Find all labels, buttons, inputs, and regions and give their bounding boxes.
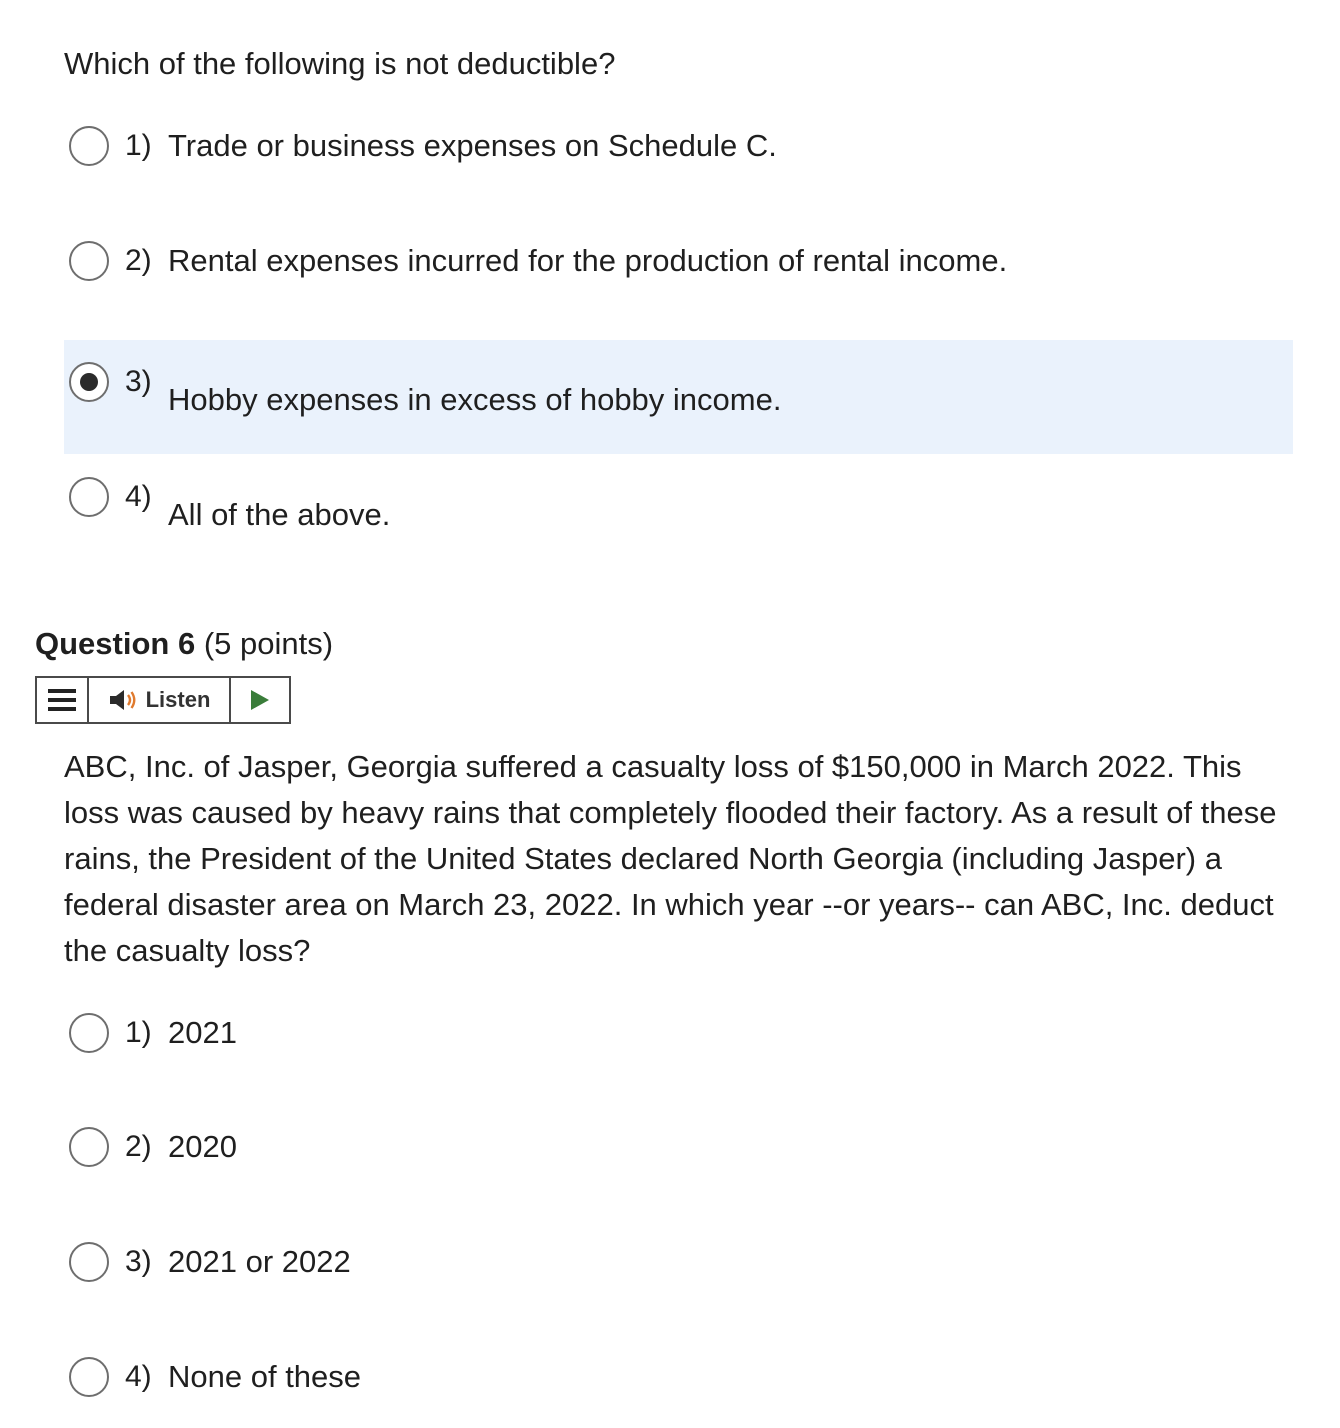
- q5-option-3[interactable]: [64, 340, 1293, 454]
- question-6-body: ABC, Inc. of Jasper, Georgia suffered a casualty loss of $150,000 in March 2022. This loss was caused by heavy rains that completely flooded their factory. As a result of these rains, the President of the United States declared North Georgia (including Jasper) a federal disaster area on March 23, 2022. In which year --or years-- can ABC, Inc. deduct the casualty loss?: [64, 749, 1277, 968]
- play-icon: [250, 689, 270, 711]
- q6-option-4-radio[interactable]: [69, 1357, 109, 1397]
- q5-option-3-radio[interactable]: [69, 362, 109, 402]
- q6-option-2-label[interactable]: 2020: [168, 1129, 237, 1164]
- q5-option-3-label[interactable]: Hobby expenses in excess of hobby income.: [168, 382, 782, 417]
- q5-option-2[interactable]: [64, 219, 1293, 333]
- q6-option-1-label[interactable]: 2021: [168, 1015, 237, 1050]
- q6-option-2[interactable]: [64, 1105, 1293, 1219]
- q6-option-4-number: 4): [125, 1360, 152, 1393]
- q5-option-2-radio[interactable]: [69, 241, 109, 281]
- q5-option-2-number: 2): [125, 244, 152, 277]
- q5-option-4-radio[interactable]: [69, 477, 109, 517]
- q6-option-3[interactable]: [64, 1220, 1293, 1334]
- radio-dot-icon: [80, 373, 98, 391]
- listen-label: Listen: [145, 687, 211, 712]
- q5-option-1-number: 1): [125, 129, 152, 162]
- q6-option-1-number: 1): [125, 1016, 152, 1049]
- q5-option-1[interactable]: [64, 104, 1293, 218]
- q5-option-2-label[interactable]: Rental expenses incurred for the production of rental income.: [168, 243, 1008, 278]
- q6-option-3-radio[interactable]: [69, 1242, 109, 1282]
- listen-button[interactable]: [89, 678, 231, 722]
- toolbar-menu-button[interactable]: [37, 678, 89, 722]
- q6-option-1-radio[interactable]: [69, 1013, 109, 1053]
- play-button[interactable]: [231, 678, 289, 722]
- question-6-points: (5 points): [203, 626, 334, 661]
- menu-icon: [48, 689, 76, 711]
- q6-option-2-radio[interactable]: [69, 1127, 109, 1167]
- question-6-title: Question 6: [35, 626, 196, 661]
- question-6-header: [35, 624, 333, 664]
- q5-option-1-radio[interactable]: [69, 126, 109, 166]
- q5-option-4-label[interactable]: All of the above.: [168, 497, 391, 532]
- q5-option-3-number: 3): [125, 365, 152, 398]
- speaker-icon: [108, 688, 138, 712]
- q6-option-3-label[interactable]: 2021 or 2022: [168, 1244, 351, 1279]
- read-aloud-toolbar: [35, 676, 291, 724]
- q6-option-2-number: 2): [125, 1130, 152, 1163]
- q6-option-1[interactable]: [64, 991, 1293, 1105]
- q6-option-4[interactable]: [64, 1335, 1293, 1425]
- q5-option-4-number: 4): [125, 480, 152, 513]
- q6-option-3-number: 3): [125, 1245, 152, 1278]
- question-5-prompt: Which of the following is not deductible?: [64, 46, 616, 81]
- q6-option-4-label[interactable]: None of these: [168, 1359, 362, 1394]
- q5-option-4[interactable]: [64, 455, 1293, 569]
- q5-option-1-label[interactable]: Trade or business expenses on Schedule C.: [168, 128, 777, 163]
